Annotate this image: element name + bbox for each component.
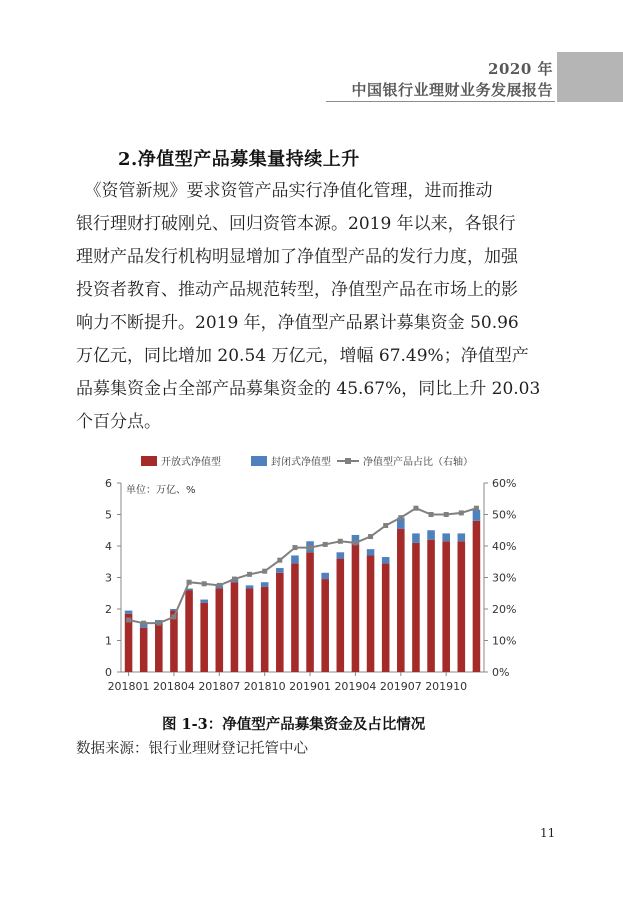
y-right-tick-label: 20% (492, 603, 517, 616)
y-left-tick-label: 5 (105, 508, 112, 522)
ratio-line-path (129, 508, 477, 623)
bar-open-201906 (382, 563, 390, 672)
ratio-point-201802 (141, 621, 146, 626)
ratio-point-201804 (171, 614, 176, 619)
ratio-point-201904 (353, 540, 358, 545)
y-left-tick-label: 0 (105, 666, 112, 679)
bar-open-201804 (170, 611, 178, 672)
bar-open-201904 (352, 544, 360, 672)
bar-open-201810 (261, 587, 269, 672)
ratio-point-201810 (262, 569, 267, 574)
bar-closed-201809 (246, 585, 254, 588)
x-tick-label: 201901 (289, 680, 332, 693)
ratio-point-201905 (368, 534, 373, 539)
bar-open-201902 (321, 579, 329, 672)
x-tick-label: 201804 (152, 680, 195, 693)
bar-closed-201812 (291, 555, 299, 563)
bar-closed-201903 (337, 552, 345, 558)
bar-open-201905 (367, 555, 375, 672)
paragraph-line: 个百分点。 (76, 412, 161, 432)
ratio-point-201801 (126, 618, 131, 623)
legend-marker-ratio (345, 458, 351, 464)
bar-open-201912 (473, 521, 481, 672)
ratio-point-201901 (308, 545, 313, 550)
bar-open-201910 (442, 541, 450, 672)
bar-closed-201910 (442, 533, 450, 541)
bar-open-201909 (427, 540, 435, 672)
bar-closed-201905 (367, 549, 375, 555)
y-left-tick-label: 6 (105, 477, 112, 490)
bar-open-201806 (200, 603, 208, 672)
ratio-point-201910 (444, 512, 449, 517)
bar-closed-201803 (155, 620, 163, 623)
legend-swatch-open (141, 456, 157, 466)
paragraph-line: 《资管新规》要求资管产品实行净值化管理，进而推动 (76, 181, 493, 201)
bar-closed-201802 (140, 623, 148, 628)
legend-label-closed: 封闭式净值型 (271, 457, 331, 468)
x-tick-label: 201910 (425, 680, 468, 693)
y-left-tick-label: 4 (105, 540, 112, 553)
bar-open-201812 (291, 563, 299, 672)
header-divider (326, 101, 555, 102)
header-tab-block (557, 52, 623, 102)
ratio-point-201903 (338, 539, 343, 544)
ratio-point-201909 (429, 512, 434, 517)
bar-open-201809 (246, 589, 254, 672)
ratio-point-201808 (232, 577, 237, 582)
bar-open-201903 (337, 559, 345, 672)
ratio-point-201811 (277, 558, 282, 563)
x-tick-label: 201810 (243, 680, 286, 693)
y-right-tick-label: 60% (492, 477, 517, 490)
bar-closed-201805 (185, 589, 193, 591)
bar-closed-201907 (397, 518, 405, 529)
ratio-point-201809 (247, 572, 252, 577)
bar-open-201805 (185, 590, 193, 672)
x-tick-label: 201904 (334, 680, 377, 693)
bar-closed-201904 (352, 535, 360, 544)
y-right-tick-label: 0% (492, 666, 510, 679)
legend-label-open: 开放式净值型 (161, 457, 221, 468)
figure-caption: 图 1-3：净值型产品募集资金及占比情况 (162, 716, 426, 733)
bar-closed-201902 (321, 573, 329, 579)
bar-closed-201806 (200, 600, 208, 603)
bar-open-201907 (397, 529, 405, 672)
paragraph-line: 响力不断提升。2019 年，净值型产品累计募集资金 50.96 (76, 313, 519, 333)
x-tick-label: 201801 (107, 680, 150, 693)
legend-swatch-closed (251, 456, 267, 466)
chart-unit-note: 单位：万亿、% (126, 485, 196, 496)
bar-open-201807 (216, 589, 224, 672)
paragraph-line: 理财产品发行机构明显增加了净值型产品的发行力度，加强 (76, 247, 518, 267)
ratio-point-201803 (156, 621, 161, 626)
bar-closed-201909 (427, 530, 435, 539)
ratio-point-201911 (459, 510, 464, 515)
y-right-tick-label: 50% (492, 508, 517, 522)
bar-open-201801 (125, 614, 133, 672)
bar-open-201803 (155, 623, 163, 672)
x-tick-label: 201807 (198, 680, 241, 693)
section-title: 2.净值型产品募集量持续上升 (118, 149, 360, 170)
paragraph-line: 品募集资金占全部产品募集资金的 45.67%，同比上升 20.03 (76, 379, 541, 399)
bar-closed-201906 (382, 557, 390, 563)
bar-closed-201804 (170, 609, 178, 611)
ratio-point-201906 (383, 523, 388, 528)
bar-open-201901 (306, 552, 314, 672)
ratio-point-201912 (474, 506, 479, 511)
figure-source: 数据来源：银行业理财登记托管中心 (76, 741, 308, 757)
bar-open-201802 (140, 628, 148, 672)
paragraph-line: 万亿元，同比增加 20.54 万亿元，增幅 67.49%；净值型产 (76, 346, 529, 366)
x-tick-label: 201907 (379, 680, 422, 693)
bar-closed-201807 (216, 585, 224, 588)
ratio-point-201908 (413, 506, 418, 511)
bar-closed-201810 (261, 582, 269, 587)
bar-closed-201908 (412, 533, 420, 542)
bar-closed-201901 (306, 541, 314, 552)
ratio-point-201812 (292, 545, 297, 550)
paragraph-line: 银行理财打破刚兑、回归资管本源。2019 年以来，各银行 (76, 214, 516, 234)
header-title: 中国银行业理财业务发展报告 (351, 81, 553, 99)
ratio-point-201902 (323, 542, 328, 547)
bar-closed-201808 (231, 579, 239, 582)
y-left-tick-label: 2 (105, 603, 112, 616)
y-right-tick-label: 30% (492, 571, 517, 585)
y-left-tick-label: 3 (105, 571, 112, 585)
ratio-point-201805 (187, 580, 192, 585)
ratio-point-201807 (217, 583, 222, 588)
y-left-tick-label: 1 (105, 634, 112, 648)
bar-open-201811 (276, 573, 284, 672)
page-number: 11 (540, 826, 556, 840)
paragraph-line: 投资者教育、推动产品规范转型，净值型产品在市场上的影 (76, 280, 518, 300)
bar-closed-201912 (473, 510, 481, 521)
legend-label-ratio: 净值型产品占比（右轴） (363, 457, 473, 468)
bar-closed-201811 (276, 568, 284, 573)
y-right-tick-label: 40% (492, 540, 517, 553)
bar-open-201808 (231, 582, 239, 672)
bar-closed-201911 (458, 533, 466, 541)
bar-closed-201801 (125, 611, 133, 614)
bar-open-201908 (412, 543, 420, 672)
header-year: 2020 年 (488, 60, 553, 78)
chart-legend (141, 455, 473, 468)
ratio-point-201907 (398, 515, 403, 520)
y-right-tick-label: 10% (492, 634, 517, 648)
bar-open-201911 (458, 541, 466, 672)
ratio-point-201806 (202, 581, 207, 586)
